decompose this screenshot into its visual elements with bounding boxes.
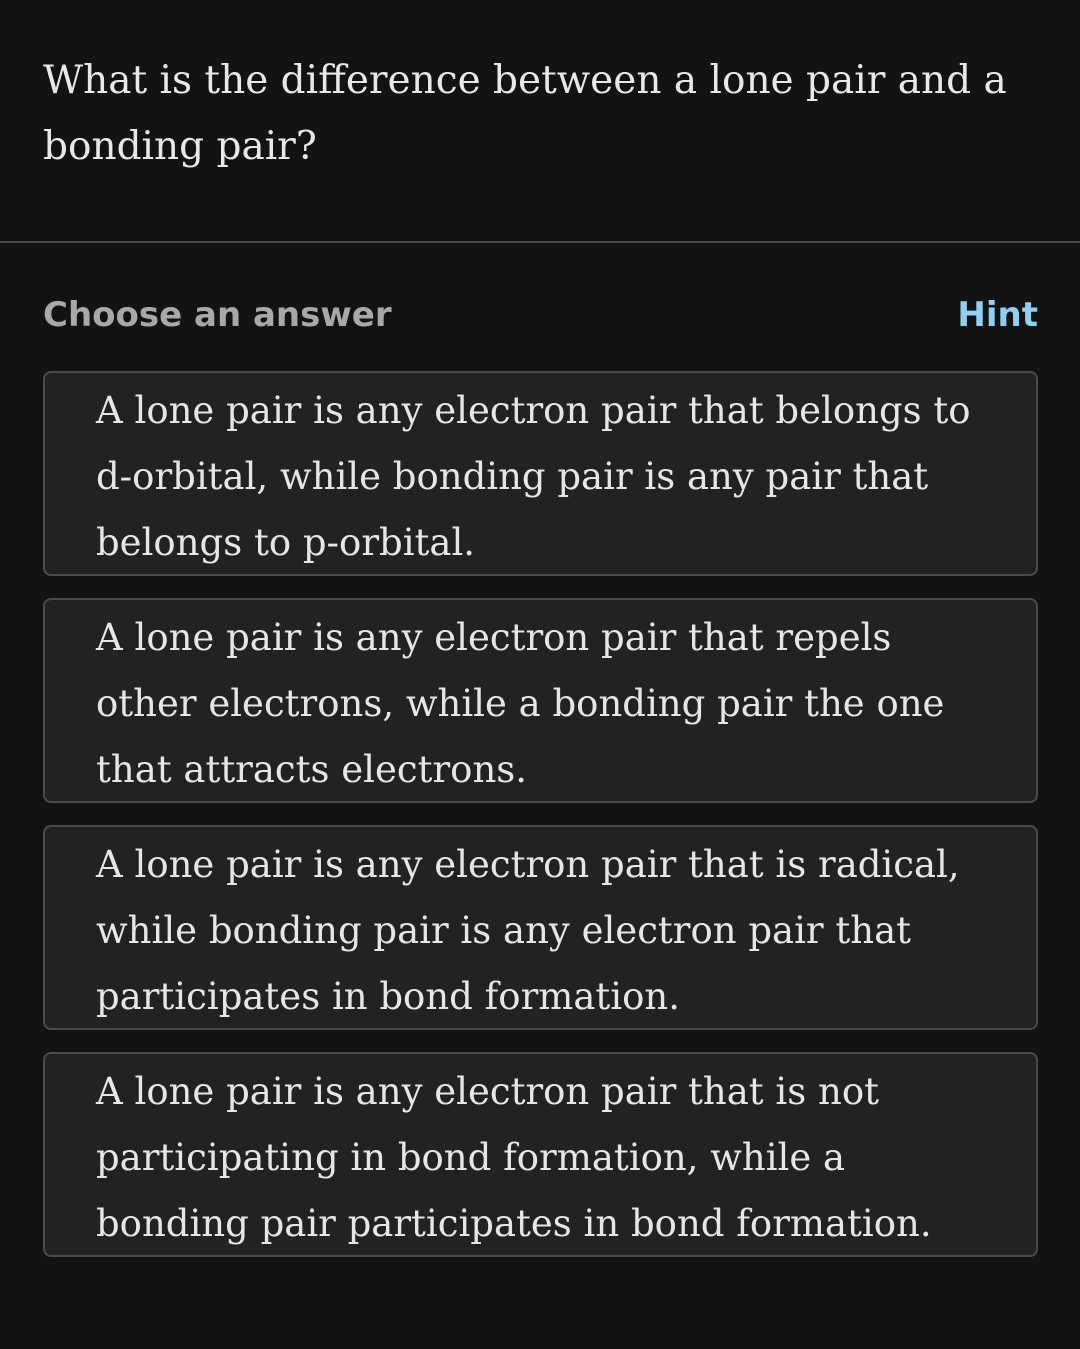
answer-choice-4[interactable] [43, 1052, 1038, 1257]
answer-choices [43, 371, 1038, 1279]
hint-button[interactable]: Hint [957, 295, 1038, 335]
answer-choice-2[interactable] [43, 598, 1038, 803]
choose-answer-label: Choose an answer [43, 295, 392, 335]
divider [0, 241, 1080, 243]
answer-choice-text: A lone pair is any electron pair that repels other electrons, while a bonding pair the one that attracts electrons. [96, 616, 945, 791]
answer-header [43, 290, 1038, 340]
answer-choice-1[interactable] [43, 371, 1038, 576]
answer-choice-3[interactable] [43, 825, 1038, 1030]
answer-choice-text: A lone pair is any electron pair that is radical, while bonding pair is any electron pair that participates in bond formation. [96, 843, 960, 1018]
answer-choice-text: A lone pair is any electron pair that belongs to d-orbital, while bonding pair is any pair that belongs to p-orbital. [96, 389, 971, 564]
question-text: What is the difference between a lone pair and a bonding pair? [43, 58, 1007, 169]
answer-choice-text: A lone pair is any electron pair that is not participating in bond formation, while a bonding pair participates in bond formation. [96, 1070, 932, 1245]
